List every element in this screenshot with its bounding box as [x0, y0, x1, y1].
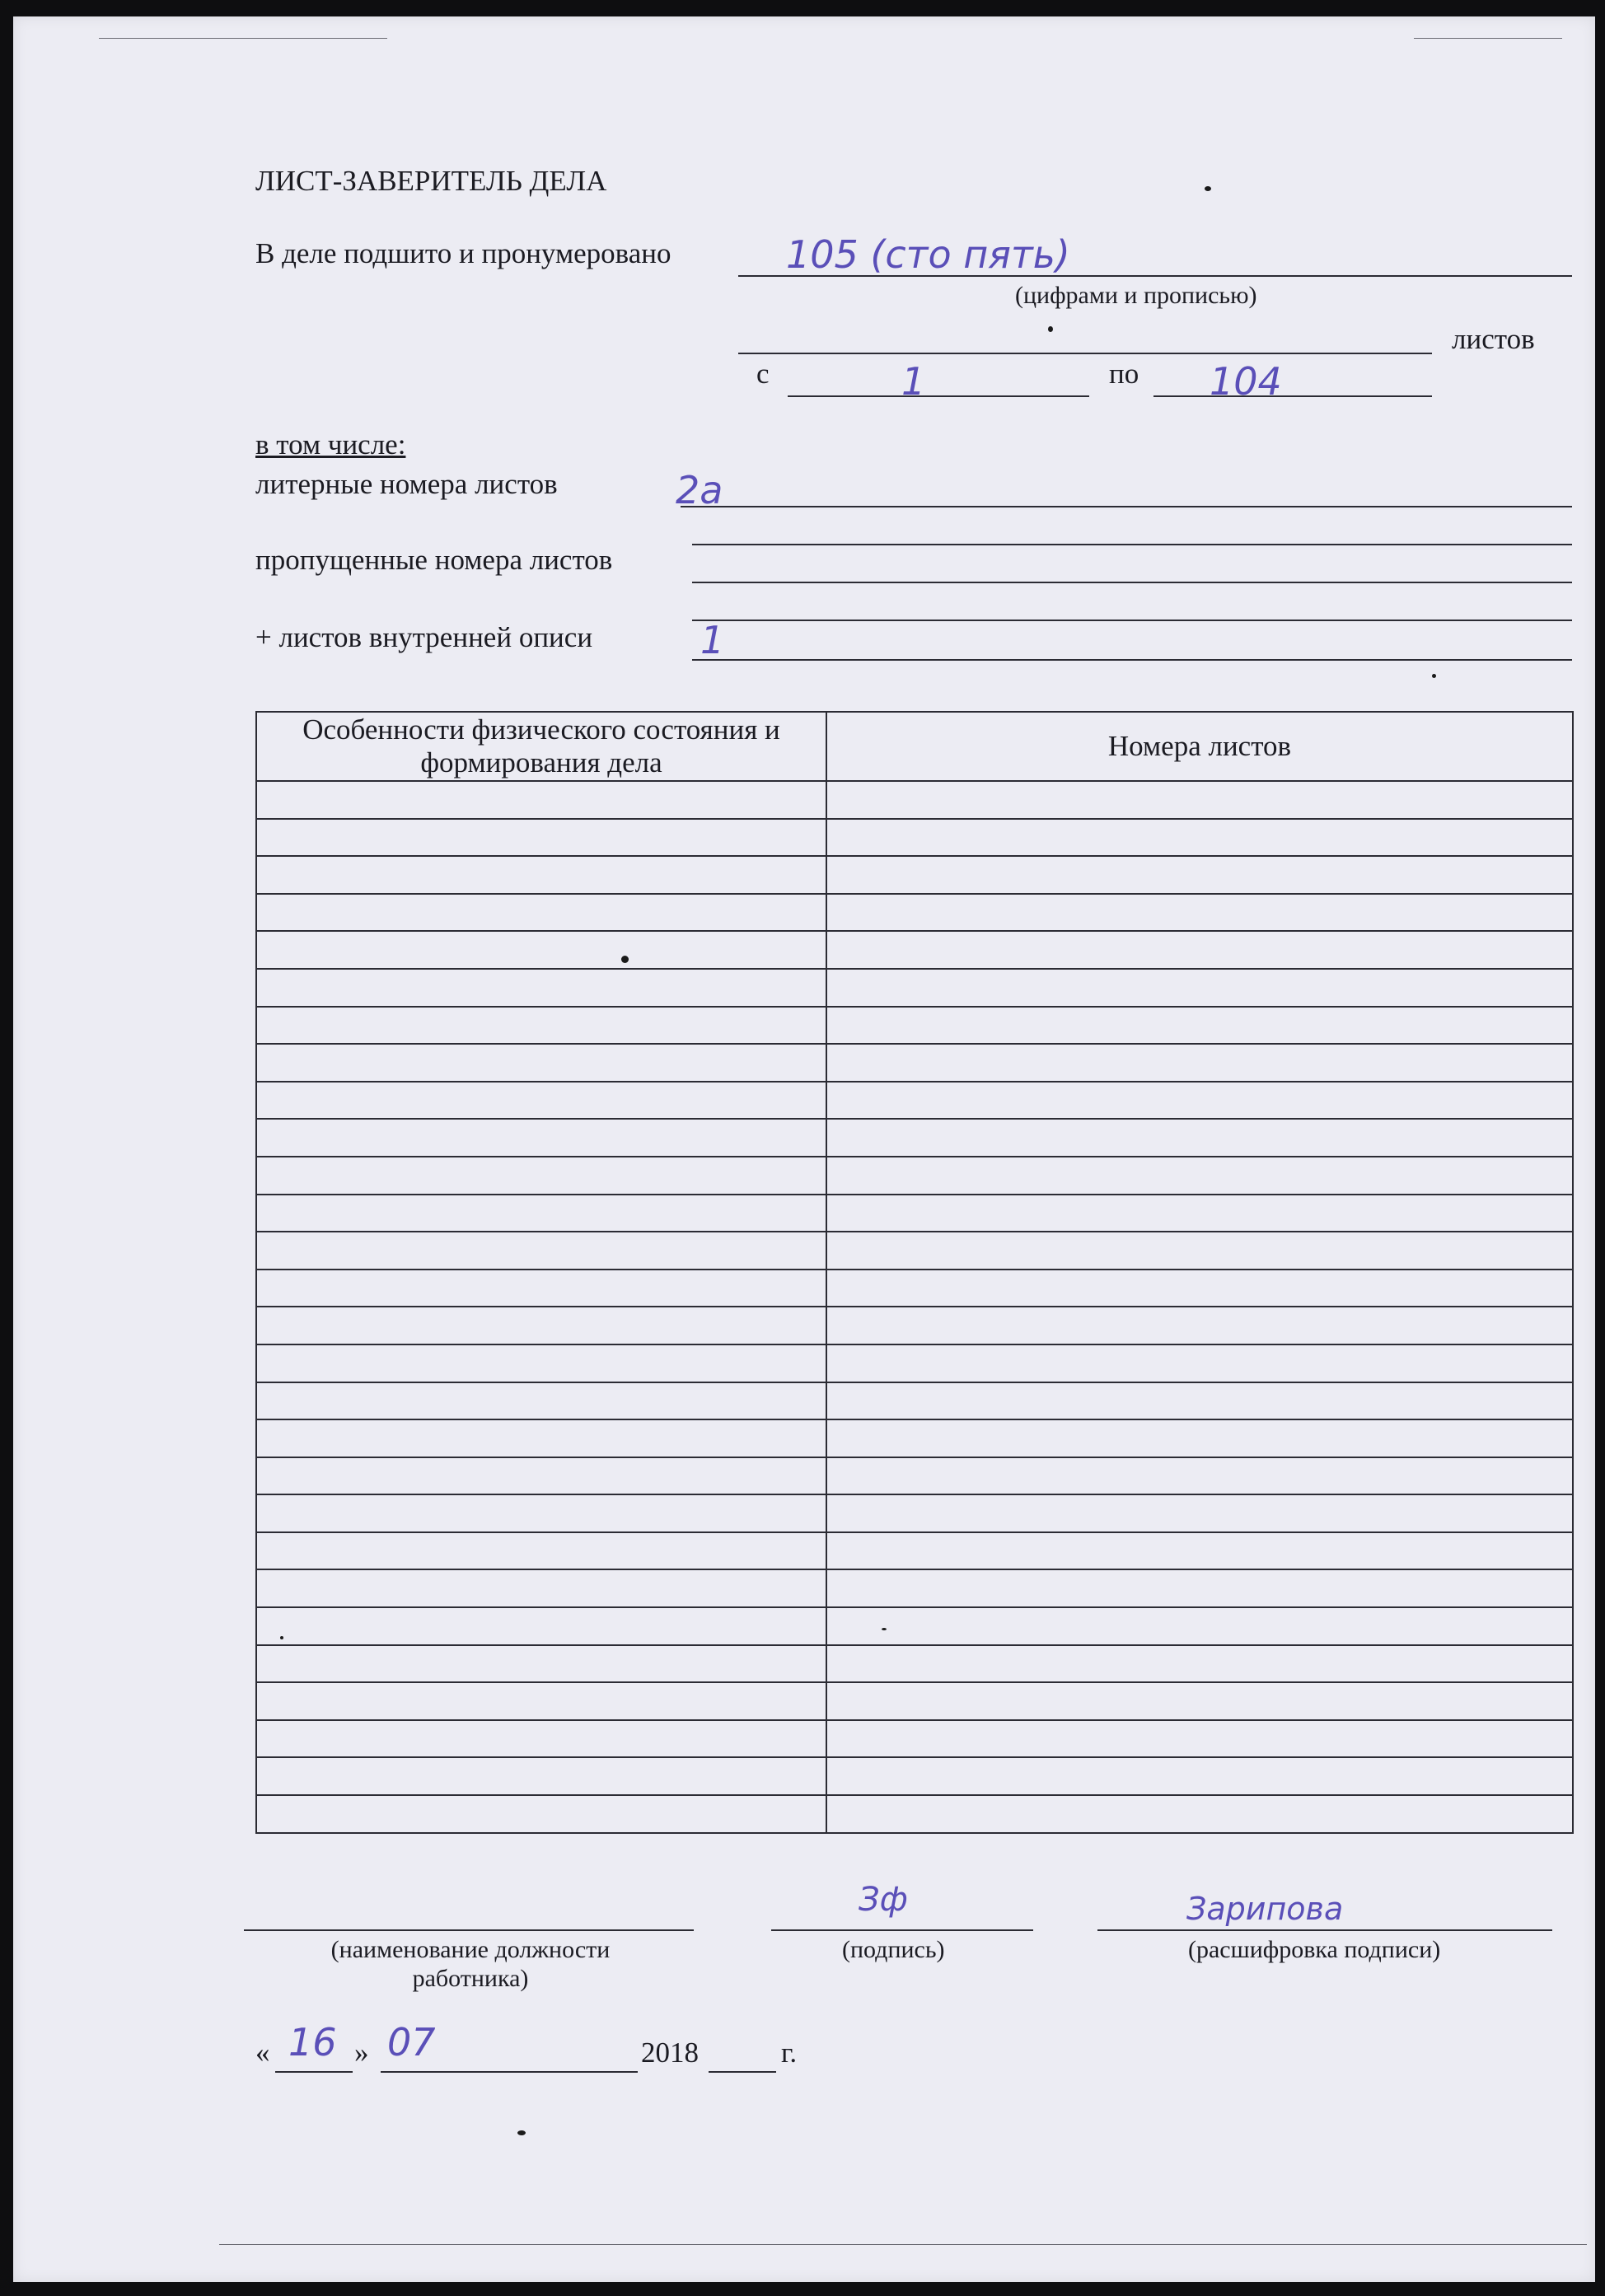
table-row	[256, 1307, 1573, 1344]
date-year: 2018	[641, 2036, 699, 2069]
speck-mark	[280, 1636, 283, 1639]
sheet-numbers-cell	[826, 781, 1573, 819]
condition-table	[255, 711, 1574, 1834]
count-label: В деле подшито и пронумеровано	[255, 237, 671, 269]
condition-cell	[256, 1307, 826, 1344]
sheet-numbers-cell	[826, 1569, 1573, 1607]
condition-cell	[256, 1382, 826, 1420]
inventory-label: + листов внутренней описи	[255, 621, 593, 653]
sheet-numbers-cell	[826, 856, 1573, 894]
sheet-numbers-cell	[826, 1457, 1573, 1495]
sheet-numbers-cell	[826, 1607, 1573, 1645]
sheet-numbers-cell	[826, 1082, 1573, 1120]
condition-cell	[256, 1607, 826, 1645]
range-from-value: 1	[901, 359, 926, 404]
sheet-numbers-cell	[826, 1757, 1573, 1795]
condition-cell	[256, 1157, 826, 1195]
date-suffix: г.	[781, 2036, 798, 2069]
document-title: ЛИСТ-ЗАВЕРИТЕЛЬ ДЕЛА	[255, 165, 607, 197]
sheet-numbers-cell	[826, 1270, 1573, 1307]
count-second-line	[738, 353, 1432, 354]
condition-cell	[256, 1344, 826, 1382]
condition-cell	[256, 1757, 826, 1795]
condition-cell	[256, 1532, 826, 1570]
condition-cell	[256, 1457, 826, 1495]
date-month: 07	[387, 2020, 436, 2065]
condition-cell	[256, 969, 826, 1007]
condition-cell	[256, 894, 826, 932]
date-month-line	[381, 2071, 638, 2073]
table-row	[256, 819, 1573, 857]
table-row	[256, 931, 1573, 969]
missing-label: пропущенные номера листов	[255, 544, 613, 576]
condition-cell	[256, 819, 826, 857]
table-row	[256, 856, 1573, 894]
sheet-numbers-cell	[826, 1157, 1573, 1195]
count-handwritten: 105 (сто пять)	[786, 232, 1070, 277]
sheet-numbers-cell	[826, 1044, 1573, 1082]
condition-cell	[256, 1645, 826, 1683]
position-line	[244, 1929, 694, 1931]
table-row	[256, 781, 1573, 819]
condition-cell	[256, 781, 826, 819]
literal-line-2	[692, 544, 1572, 545]
table-row	[256, 894, 1573, 932]
speck-mark	[621, 956, 629, 963]
date-close-quote: »	[354, 2036, 369, 2069]
table-row	[256, 1382, 1573, 1420]
bottom-edge-rule	[219, 2244, 1587, 2245]
signature-caption: (подпись)	[842, 1936, 945, 1963]
range-to-line	[1153, 395, 1432, 397]
table-row	[256, 1795, 1573, 1833]
condition-cell	[256, 856, 826, 894]
speck-mark	[882, 1628, 887, 1630]
top-edge-rule-right	[1414, 38, 1562, 39]
sheet-numbers-cell	[826, 1007, 1573, 1045]
sheet-numbers-cell	[826, 1682, 1573, 1720]
inventory-line	[692, 659, 1572, 661]
signature-line	[771, 1929, 1033, 1931]
sheet-numbers-cell	[826, 1795, 1573, 1833]
decoding-line	[1097, 1929, 1552, 1931]
speck-mark	[517, 2130, 526, 2135]
sheet-numbers-cell	[826, 1532, 1573, 1570]
date-day: 16	[288, 2020, 337, 2065]
count-hint: (цифрами и прописью)	[1015, 282, 1257, 309]
decoding-caption: (расшифровка подписи)	[1188, 1936, 1441, 1963]
sheet-numbers-cell	[826, 1344, 1573, 1382]
table-row	[256, 1270, 1573, 1307]
range-to-value: 104	[1210, 359, 1282, 404]
speck-mark	[1048, 326, 1053, 332]
table-row	[256, 1082, 1573, 1120]
col-condition-header: Особенности физического состояния и формирования дела	[256, 712, 826, 781]
speck-mark	[1432, 674, 1436, 678]
including-heading: в том числе:	[255, 428, 406, 461]
sheet-numbers-cell	[826, 1307, 1573, 1344]
speck-mark	[1205, 186, 1211, 191]
condition-cell	[256, 1270, 826, 1307]
table-row	[256, 1645, 1573, 1683]
range-from-label: с	[756, 358, 770, 390]
missing-line-2	[692, 620, 1572, 621]
top-edge-rule	[99, 38, 387, 39]
date-year-line	[709, 2071, 776, 2073]
position-caption: (наименование должности работника)	[330, 1936, 611, 1992]
table-row	[256, 1157, 1573, 1195]
table-row	[256, 1232, 1573, 1270]
condition-cell	[256, 1044, 826, 1082]
table-body	[256, 781, 1573, 1833]
sheet-numbers-cell	[826, 1720, 1573, 1758]
literal-line	[681, 506, 1572, 507]
sheet-numbers-cell	[826, 1382, 1573, 1420]
condition-cell	[256, 1195, 826, 1232]
date-open-quote: «	[255, 2036, 270, 2069]
table-row	[256, 1119, 1573, 1157]
table-row	[256, 1532, 1573, 1570]
condition-cell	[256, 1720, 826, 1758]
table-row	[256, 1419, 1573, 1457]
sheet-numbers-cell	[826, 819, 1573, 857]
table-row	[256, 1457, 1573, 1495]
literal-label: литерные номера листов	[255, 468, 558, 500]
table-row	[256, 969, 1573, 1007]
sheet-numbers-cell	[826, 1232, 1573, 1270]
document-sheet	[13, 16, 1595, 2282]
table-row	[256, 1569, 1573, 1607]
condition-cell	[256, 1007, 826, 1045]
condition-cell	[256, 1082, 826, 1120]
condition-cell	[256, 1682, 826, 1720]
table-header-row	[256, 712, 1573, 781]
condition-cell	[256, 1569, 826, 1607]
condition-cell	[256, 1419, 826, 1457]
table-row	[256, 1607, 1573, 1645]
range-to-label: по	[1109, 358, 1139, 390]
sheet-numbers-cell	[826, 1195, 1573, 1232]
decoding-hand: Зарипова	[1186, 1891, 1344, 1927]
col-sheet-numbers-header: Номера листов	[826, 712, 1573, 781]
sheet-numbers-cell	[826, 931, 1573, 969]
table-row	[256, 1344, 1573, 1382]
sheet-numbers-cell	[826, 1645, 1573, 1683]
table-row	[256, 1044, 1573, 1082]
table-row	[256, 1007, 1573, 1045]
table-row	[256, 1494, 1573, 1532]
inventory-value: 1	[700, 618, 725, 662]
date-day-line	[275, 2071, 353, 2073]
signature-hand: Зф	[859, 1881, 908, 1919]
condition-cell	[256, 1232, 826, 1270]
literal-value: 2а	[676, 468, 723, 512]
condition-cell	[256, 1119, 826, 1157]
condition-cell	[256, 1494, 826, 1532]
range-from-line	[788, 395, 1089, 397]
sheet-numbers-cell	[826, 969, 1573, 1007]
table-row	[256, 1195, 1573, 1232]
sheet-numbers-cell	[826, 1119, 1573, 1157]
condition-cell	[256, 931, 826, 969]
table-row	[256, 1757, 1573, 1795]
table-row	[256, 1720, 1573, 1758]
missing-line	[692, 582, 1572, 583]
table-row	[256, 1682, 1573, 1720]
condition-cell	[256, 1795, 826, 1833]
sheet-numbers-cell	[826, 894, 1573, 932]
count-unit: листов	[1452, 323, 1535, 355]
sheet-numbers-cell	[826, 1494, 1573, 1532]
sheet-numbers-cell	[826, 1419, 1573, 1457]
